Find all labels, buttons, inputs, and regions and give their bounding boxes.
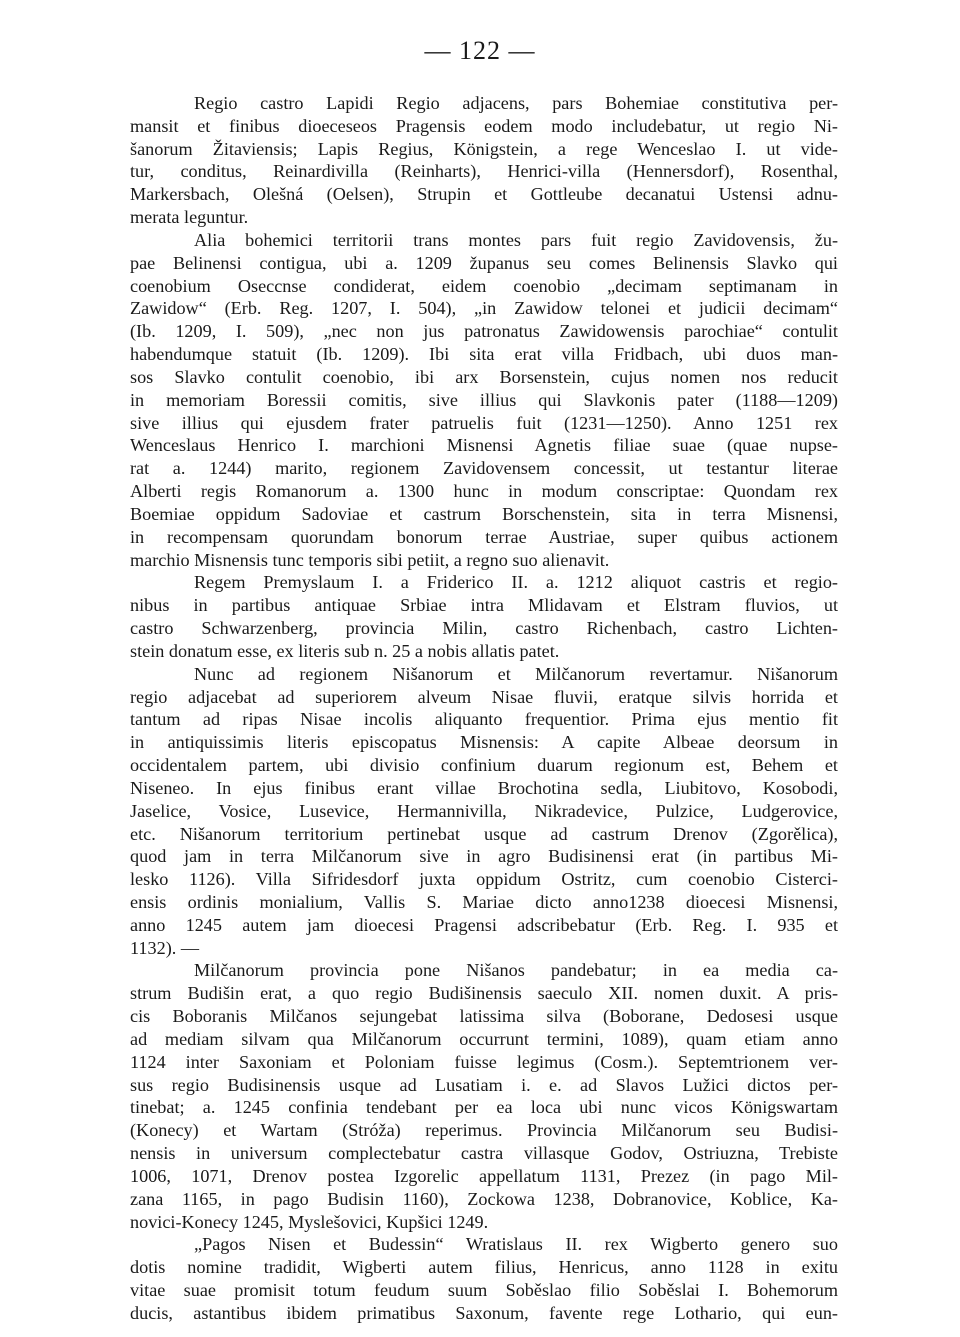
text-line: vitae suae promisit totum feudum suum Soběslao filio Soběslai I. Bohemorum [130,1280,838,1301]
text-line: in recompensam quorundam bonorum terrae Austriae, super quibus actionem [130,526,838,547]
text-line: sus regio Budisinensis usque ad Lusatiam i. e. ad Slavos Lužici dictos per- [130,1074,838,1095]
text-line: anno 1245 autem jam dioecesi Pragensi adscribebatur (Erb. Reg. I. 935 et [130,914,838,935]
text-line: (Konecy) et Wartam (Stróža) reperimus. Provincia Milčanorum seu Budisi- [130,1120,838,1141]
text-line: lesko 1126). Villa Sifridesdorf juxta oppidum Ostritz, cum coenobio Cisterci- [130,869,838,890]
text-line: sos Slavko contulit coenobio, ibi arx Borsenstein, cujus nomen nos reducit [130,366,838,387]
text-line: nibus in partibus antiquae Srbiae intra Mlidavam et Elstram fluvios, ut [130,595,838,616]
text-line: Regio castro Lapidi Regio adjacens, pars Bohemiae constitutiva per- [194,93,838,113]
text-line: 1124 inter Saxoniam et Poloniam fuisse legimus (Cosm.). Septemtrionem ver- [130,1051,838,1072]
text-line: habendumque statuit (Ib. 1209). Ibi sita erat villa Fridbach, ubi duos man- [130,344,838,365]
text-line: in antiquissimis literis episcopatus Misnensis: A capite Albeae deorsum in [130,732,838,753]
text-line: 1006, 1071, Drenov postea Izgorelic appellatum 1131, Prezez (in pago Mil- [130,1165,838,1186]
text-line: nensis in universum complectebatur castra villasque Godov, Ostriuzna, Trebiste [130,1143,838,1164]
text-line: rat a. 1244) marito, regionem Zavidovensem concessit, ut testantur literae [130,458,838,479]
text-line: pae Belinensi contigua, ubi a. 1209 županus seu comes Belinensis Slavko qui [130,252,838,273]
text-line: regio adjacebat ad superiorem alveum Nisae fluvii, eratque silvis horrida et [130,686,838,707]
text-line: in memoriam Boressii comitis, sive illius qui Slavkonis pater (1188—1209) [130,389,838,410]
text-line: occidentalem partem, ubi divisio confinium duarum regionum est, Behem et [130,755,838,776]
text-line: šanorum Žitaviensis; Lapis Regius, Königstein, a rege Wenceslao I. ut vide- [130,138,838,159]
text-line: ensis ordinis monialium, Vallis S. Mariae dicto anno1238 dioecesi Misnensi, [130,891,838,912]
page-number: — 122 — [424,36,536,65]
text-line: coenobium Oseccnse condiderat, eidem coenobio „decimam septimanam in [130,275,838,296]
text-line: „Pagos Nisen et Budessin“ Wratislaus II. rex Wigberto genero suo [194,1234,838,1255]
text-line: Boemiae oppidum Sadoviae et castrum Borschenstein, sita in terra Misnensi, [130,503,838,524]
text-line: Niseneo. In ejus finibus erant villae Brochotina sedla, Liubitovo, Kosobodi, [130,777,838,798]
text-line: dotis nomine tradidit, Wigberti autem filius, Henricus, anno 1128 in exitu [130,1257,838,1278]
text-line: marchio Misnensis tunc temporis sibi petiit, a regno suo alienavit. [130,549,610,570]
text-line: etc. Nišanorum territorium pertinebat usque ad castrum Drenov (Zgorělica), [130,823,838,844]
text-line: mansit et finibus dioeceseos Pragensis eodem modo includebatur, ut regio Ni- [130,115,838,136]
text-line: Wenceslaus Henrico I. marchioni Misnensi Agnetis filiae suae (quae nupse- [130,435,838,456]
text-line: tantum ad ripas Nisae incolis aliquanto frequentior. Prima ejus mentio fit [130,709,838,730]
text-line: Alia bohemici territorii trans montes pars fuit regio Zavidovensis, žu- [194,229,838,250]
text-line: novici-Konecy 1245, Myslešovici, Kupšici 1249. [130,1211,489,1232]
text-line: stein donatum esse, ex literis sub n. 25 a nobis allatis patet. [130,640,560,661]
text-line: Markersbach, Olešná (Oelsen), Strupin et Gottleube decanatui Ustensi adnu- [130,184,838,205]
text-line: strum Budišin erat, a quo regio Budišinensis saeculo XII. nomen duxit. A pris- [130,983,838,1004]
text-line: Zawidow“ (Erb. Reg. 1207, I. 504), „in Zawidow telonei et judicii decimam“ [130,298,838,319]
text-line: 1132). — [130,937,200,958]
text-line: Regem Premyslaum I. a Friderico II. a. 1212 aliquot castris et regio- [194,572,838,593]
body-text [130,92,838,1325]
text-line: Alberti regis Romanorum a. 1300 hunc in modum conscriptae: Quondam rex [130,481,838,502]
text-line: zana 1165, in pago Budisin 1160), Zockowa 1238, Dobranovice, Koblice, Ka- [130,1188,838,1209]
text-line: castro Schwarzenberg, provincia Milin, castro Richenbach, castro Lichten- [130,618,838,639]
text-line: ad mediam silvam qua Milčanorum occurrunt termini, 1089), quam etiam anno [130,1028,838,1049]
text-line: sive illius qui ejusdem frater patruelis fuit (1231—1250). Anno 1251 rex [130,412,838,433]
text-line: Nunc ad regionem Nišanorum et Milčanorum revertamur. Nišanorum [194,663,838,684]
text-line: tur, conditus, Reinardivilla (Reinharts), Henrici-villa (Hennersdorf), Rosenthal, [130,161,838,182]
text-line: (Ib. 1209, I. 509), „nec non jus patronatus Zawidowensis parochiae“ contulit [130,321,838,342]
text-line: cis Boboranis Milčanos sejungebat latissima silva (Boborane, Dedosesi usque [130,1006,838,1027]
text-line: tinebat; a. 1245 confinia tendebant per ea loca ubi nunc vicos Königswartam [130,1097,838,1118]
text-line: quod jam in terra Milčanorum sive in agro Budisinensi erat (in partibus Mi- [130,846,838,867]
text-line: Milčanorum provincia pone Nišanos pandebatur; in ea media ca- [194,960,838,981]
text-line: Jaselice, Vosice, Lusevice, Hermannivilla, Nikradevice, Pulzice, Ludgerovice, [130,800,838,821]
text-line: ducis, astantibus ibidem primatibus Saxonum, favente rege Lothario, qui eun- [130,1302,838,1323]
text-line: merata leguntur. [130,207,249,228]
